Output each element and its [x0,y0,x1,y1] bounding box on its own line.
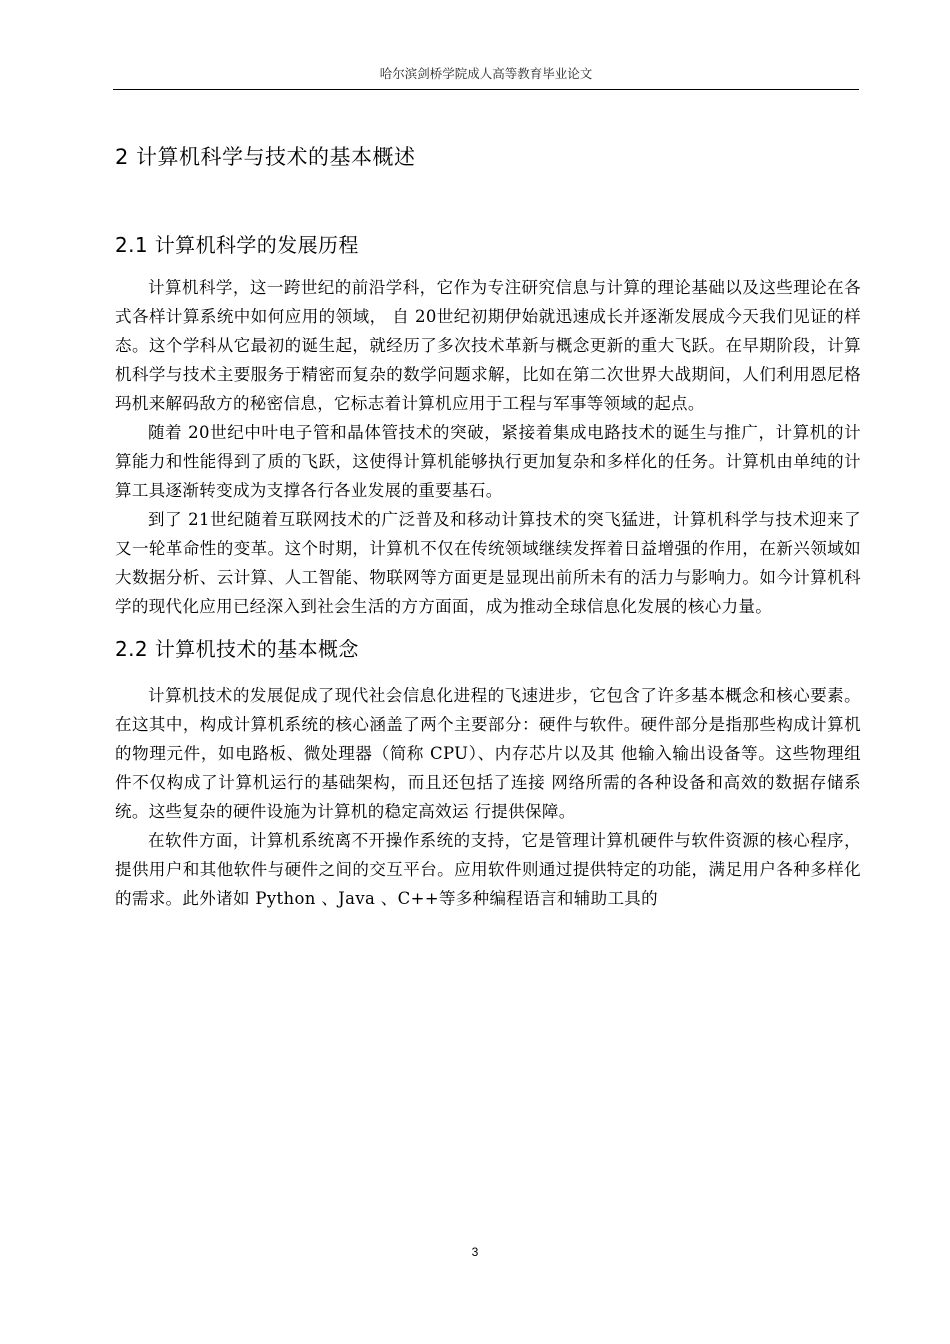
paragraph: 到了 21世纪随着互联网技术的广泛普及和移动计算技术的突飞猛进，计算机科学与技术迎来了又一轮革命性的变革。这个时期，计算机不仅在传统领域继续发挥着日益增强的作用，在新兴领域如大数据分析、云计算、人工智能、物联网等方面更是显现出前所未有的活力与影响力。如今计算机科学的现代化应用已经深入到社会生活的方方面面，成为推动全球信息化发展的核心力量。 [115,510,861,616]
chapter-title: 2 计算机科学与技术的基本概述 [115,145,416,169]
paragraph: 计算机科学，这一跨世纪的前沿学科，它作为专注研究信息与计算的理论基础以及这些理论在各式各样计算系统中如何应用的领域， 自 20世纪初期伊始就迅速成长并逐渐发展成今天我们见证的样态。这个学科从它最初的诞生起，就经历了多次技术革新与概念更新的重大飞跃。在早期阶段，计算机科学与技术主要服务于精密而复杂的数学问题求解，比如在第二次世界大战期间，人们利用恩尼格玛机来解码敌方的秘密信息，它标志着计算机应用于工程与军事等领域的起点。 [115,278,861,413]
section-title-2-2: 2.2 计算机技术的基本概念 [115,637,359,661]
document-body [115,139,861,913]
paragraph: 随着 20世纪中叶电子管和晶体管技术的突破，紧接着集成电路技术的诞生与推广，计算机的计算能力和性能得到了质的飞跃，这使得计算机能够执行更加复杂和多样化的任务。计算机由单纯的计算工具逐渐转变成为支撑各行各业发展的重要基石。 [115,423,861,500]
paragraph: 在软件方面，计算机系统离不开操作系统的支持，它是管理计算机硬件与软件资源的核心程序，提供用户和其他软件与硬件之间的交互平台。应用软件则通过提供特定的功能，满足用户各种多样化的需求。此外诸如 Python 、Java 、C++等多种编程语言和辅助工具的 [115,831,861,908]
page-number: 3 [471,1245,479,1259]
section-title-2-1: 2.1 计算机科学的发展历程 [115,233,359,257]
paragraph: 计算机技术的发展促成了现代社会信息化进程的飞速进步，它包含了许多基本概念和核心要素。在这其中，构成计算机系统的核心涵盖了两个主要部分：硬件与软件。硬件部分是指那些构成计算机的物理元件，如电路板、微处理器（简称 CPU）、内存芯片以及其 他输入输出设备等。这些物理组件不仅构成了计算机运行的基础架构，而且还包括了连接 网络所需的各种设备和高效的数据存储系统。这些复杂的硬件设施为计算机的稳定高效运 行提供保障。 [115,686,861,821]
running-header: 哈尔滨剑桥学院成人高等教育毕业论文 [113,64,859,90]
